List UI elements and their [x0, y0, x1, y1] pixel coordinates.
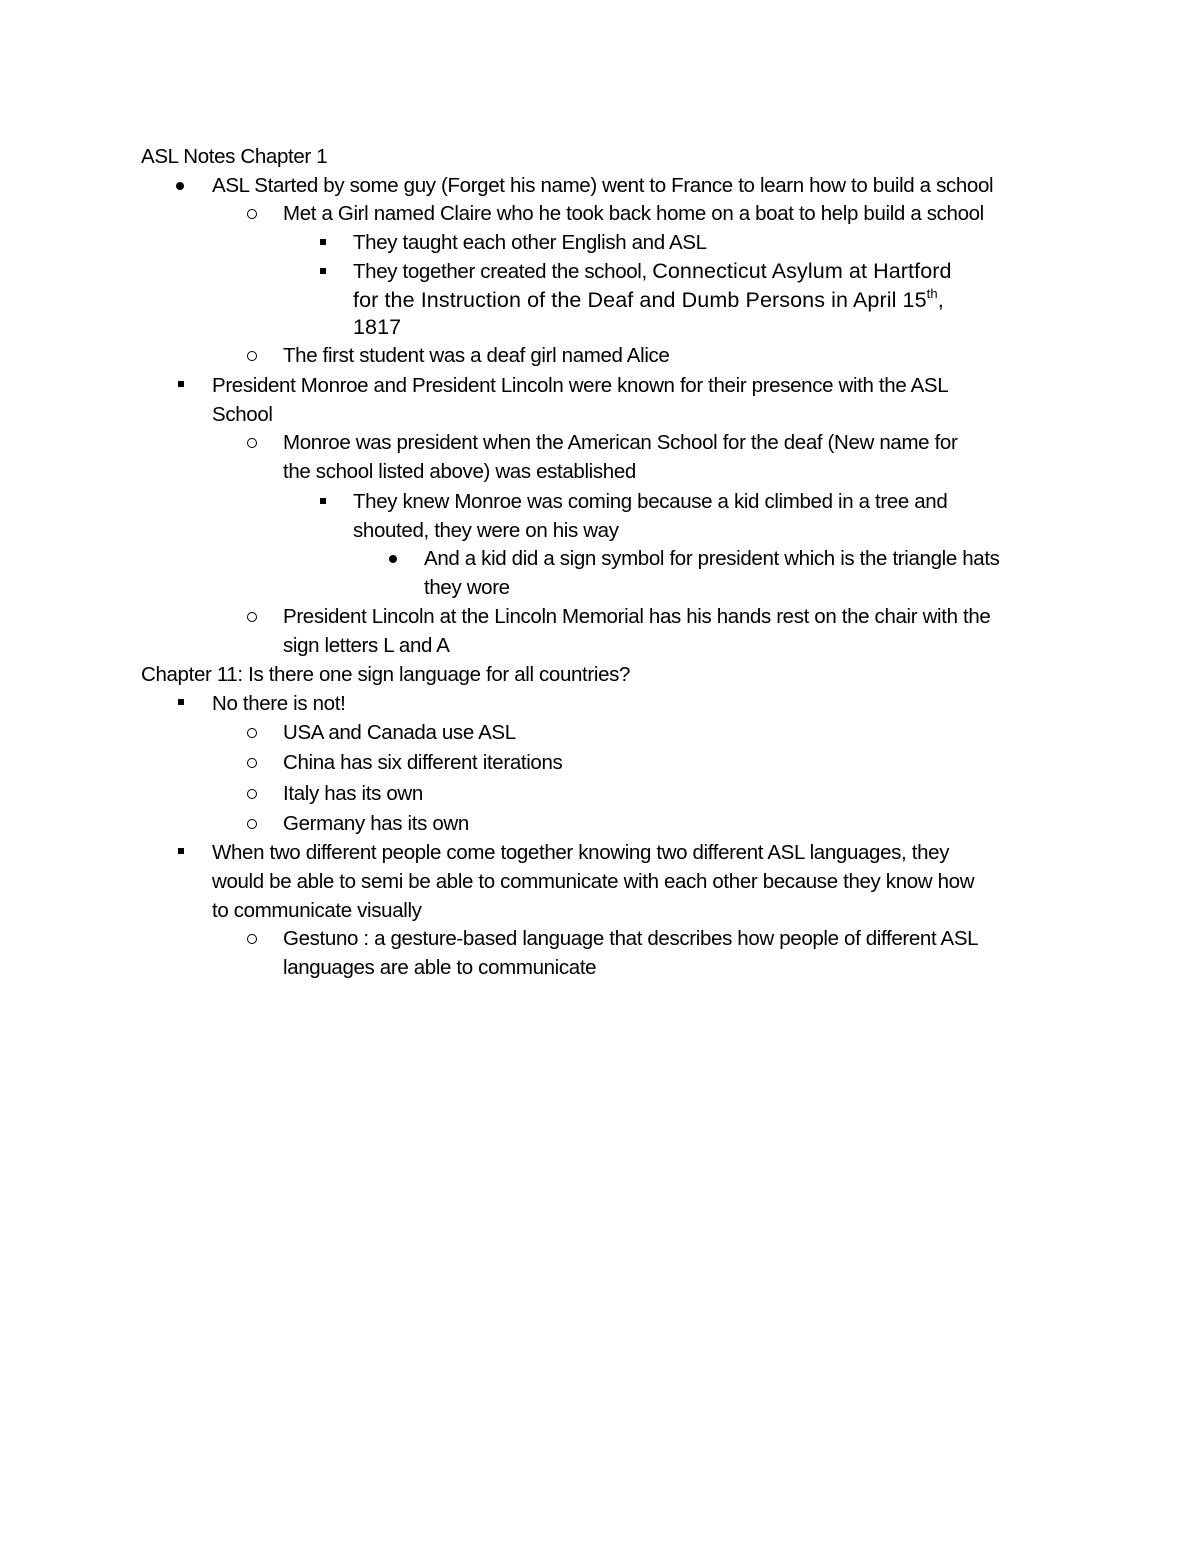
- bullet-circle: [247, 934, 257, 944]
- bullet-square: [320, 239, 326, 245]
- bullet-square: [178, 848, 184, 854]
- bullet-circle: [247, 789, 257, 799]
- bullet-circle: [247, 209, 257, 219]
- list-item: They knew Monroe was coming because a kid climbed in a tree and: [353, 490, 948, 513]
- list-item: ASL Started by some guy (Forget his name) went to France to learn how to build a school: [212, 174, 994, 197]
- list-item: Gestuno : a gesture-based language that describes how people of different ASL: [283, 927, 979, 950]
- list-item: And a kid did a sign symbol for president which is the triangle hats: [424, 547, 1000, 570]
- list-item: Met a Girl named Claire who he took back home on a boat to help build a school: [283, 202, 984, 225]
- list-item: They taught each other English and ASL: [353, 231, 707, 254]
- list-item: President Lincoln at the Lincoln Memorial has his hands rest on the chair with the: [283, 605, 991, 628]
- list-item-continuation: the school listed above) was established: [283, 460, 636, 483]
- list-item: They together created the school, Connecticut Asylum at Hartford: [353, 259, 952, 283]
- list-item: Germany has its own: [283, 812, 469, 835]
- bullet-disc: [389, 555, 397, 563]
- bullet-circle: [247, 438, 257, 448]
- list-item-continuation: would be able to semi be able to communicate with each other because they know how: [212, 870, 975, 893]
- list-item-continuation: 1817: [353, 315, 402, 339]
- bullet-square: [320, 498, 326, 504]
- list-item-continuation: to communicate visually: [212, 899, 422, 922]
- bullet-square: [178, 381, 184, 387]
- section-heading: Chapter 11: Is there one sign language for all countries?: [141, 663, 631, 686]
- list-item-continuation: shouted, they were on his way: [353, 519, 619, 542]
- bullet-circle: [247, 819, 257, 829]
- list-item: China has six different iterations: [283, 751, 563, 774]
- bullet-disc: [176, 182, 184, 190]
- bullet-circle: [247, 728, 257, 738]
- list-item-continuation: School: [212, 403, 273, 426]
- bullet-square: [320, 268, 326, 274]
- bullet-circle: [247, 612, 257, 622]
- bullet-circle: [247, 351, 257, 361]
- list-item: The first student was a deaf girl named Alice: [283, 344, 670, 367]
- list-item: No there is not!: [212, 692, 346, 715]
- list-item: USA and Canada use ASL: [283, 721, 516, 744]
- list-item-continuation: sign letters L and A: [283, 634, 450, 657]
- list-item-continuation: they wore: [424, 576, 510, 599]
- list-item-continuation: languages are able to communicate: [283, 956, 597, 979]
- list-item: Monroe was president when the American School for the deaf (New name for: [283, 431, 958, 454]
- list-item-continuation: for the Instruction of the Deaf and Dumb Persons in April 15th,: [353, 286, 944, 312]
- list-item: When two different people come together knowing two different ASL languages, they: [212, 841, 950, 864]
- bullet-square: [178, 699, 184, 705]
- list-item: President Monroe and President Lincoln were known for their presence with the ASL: [212, 374, 949, 397]
- page-title: ASL Notes Chapter 1: [141, 145, 328, 168]
- list-item: Italy has its own: [283, 782, 423, 805]
- bullet-circle: [247, 758, 257, 768]
